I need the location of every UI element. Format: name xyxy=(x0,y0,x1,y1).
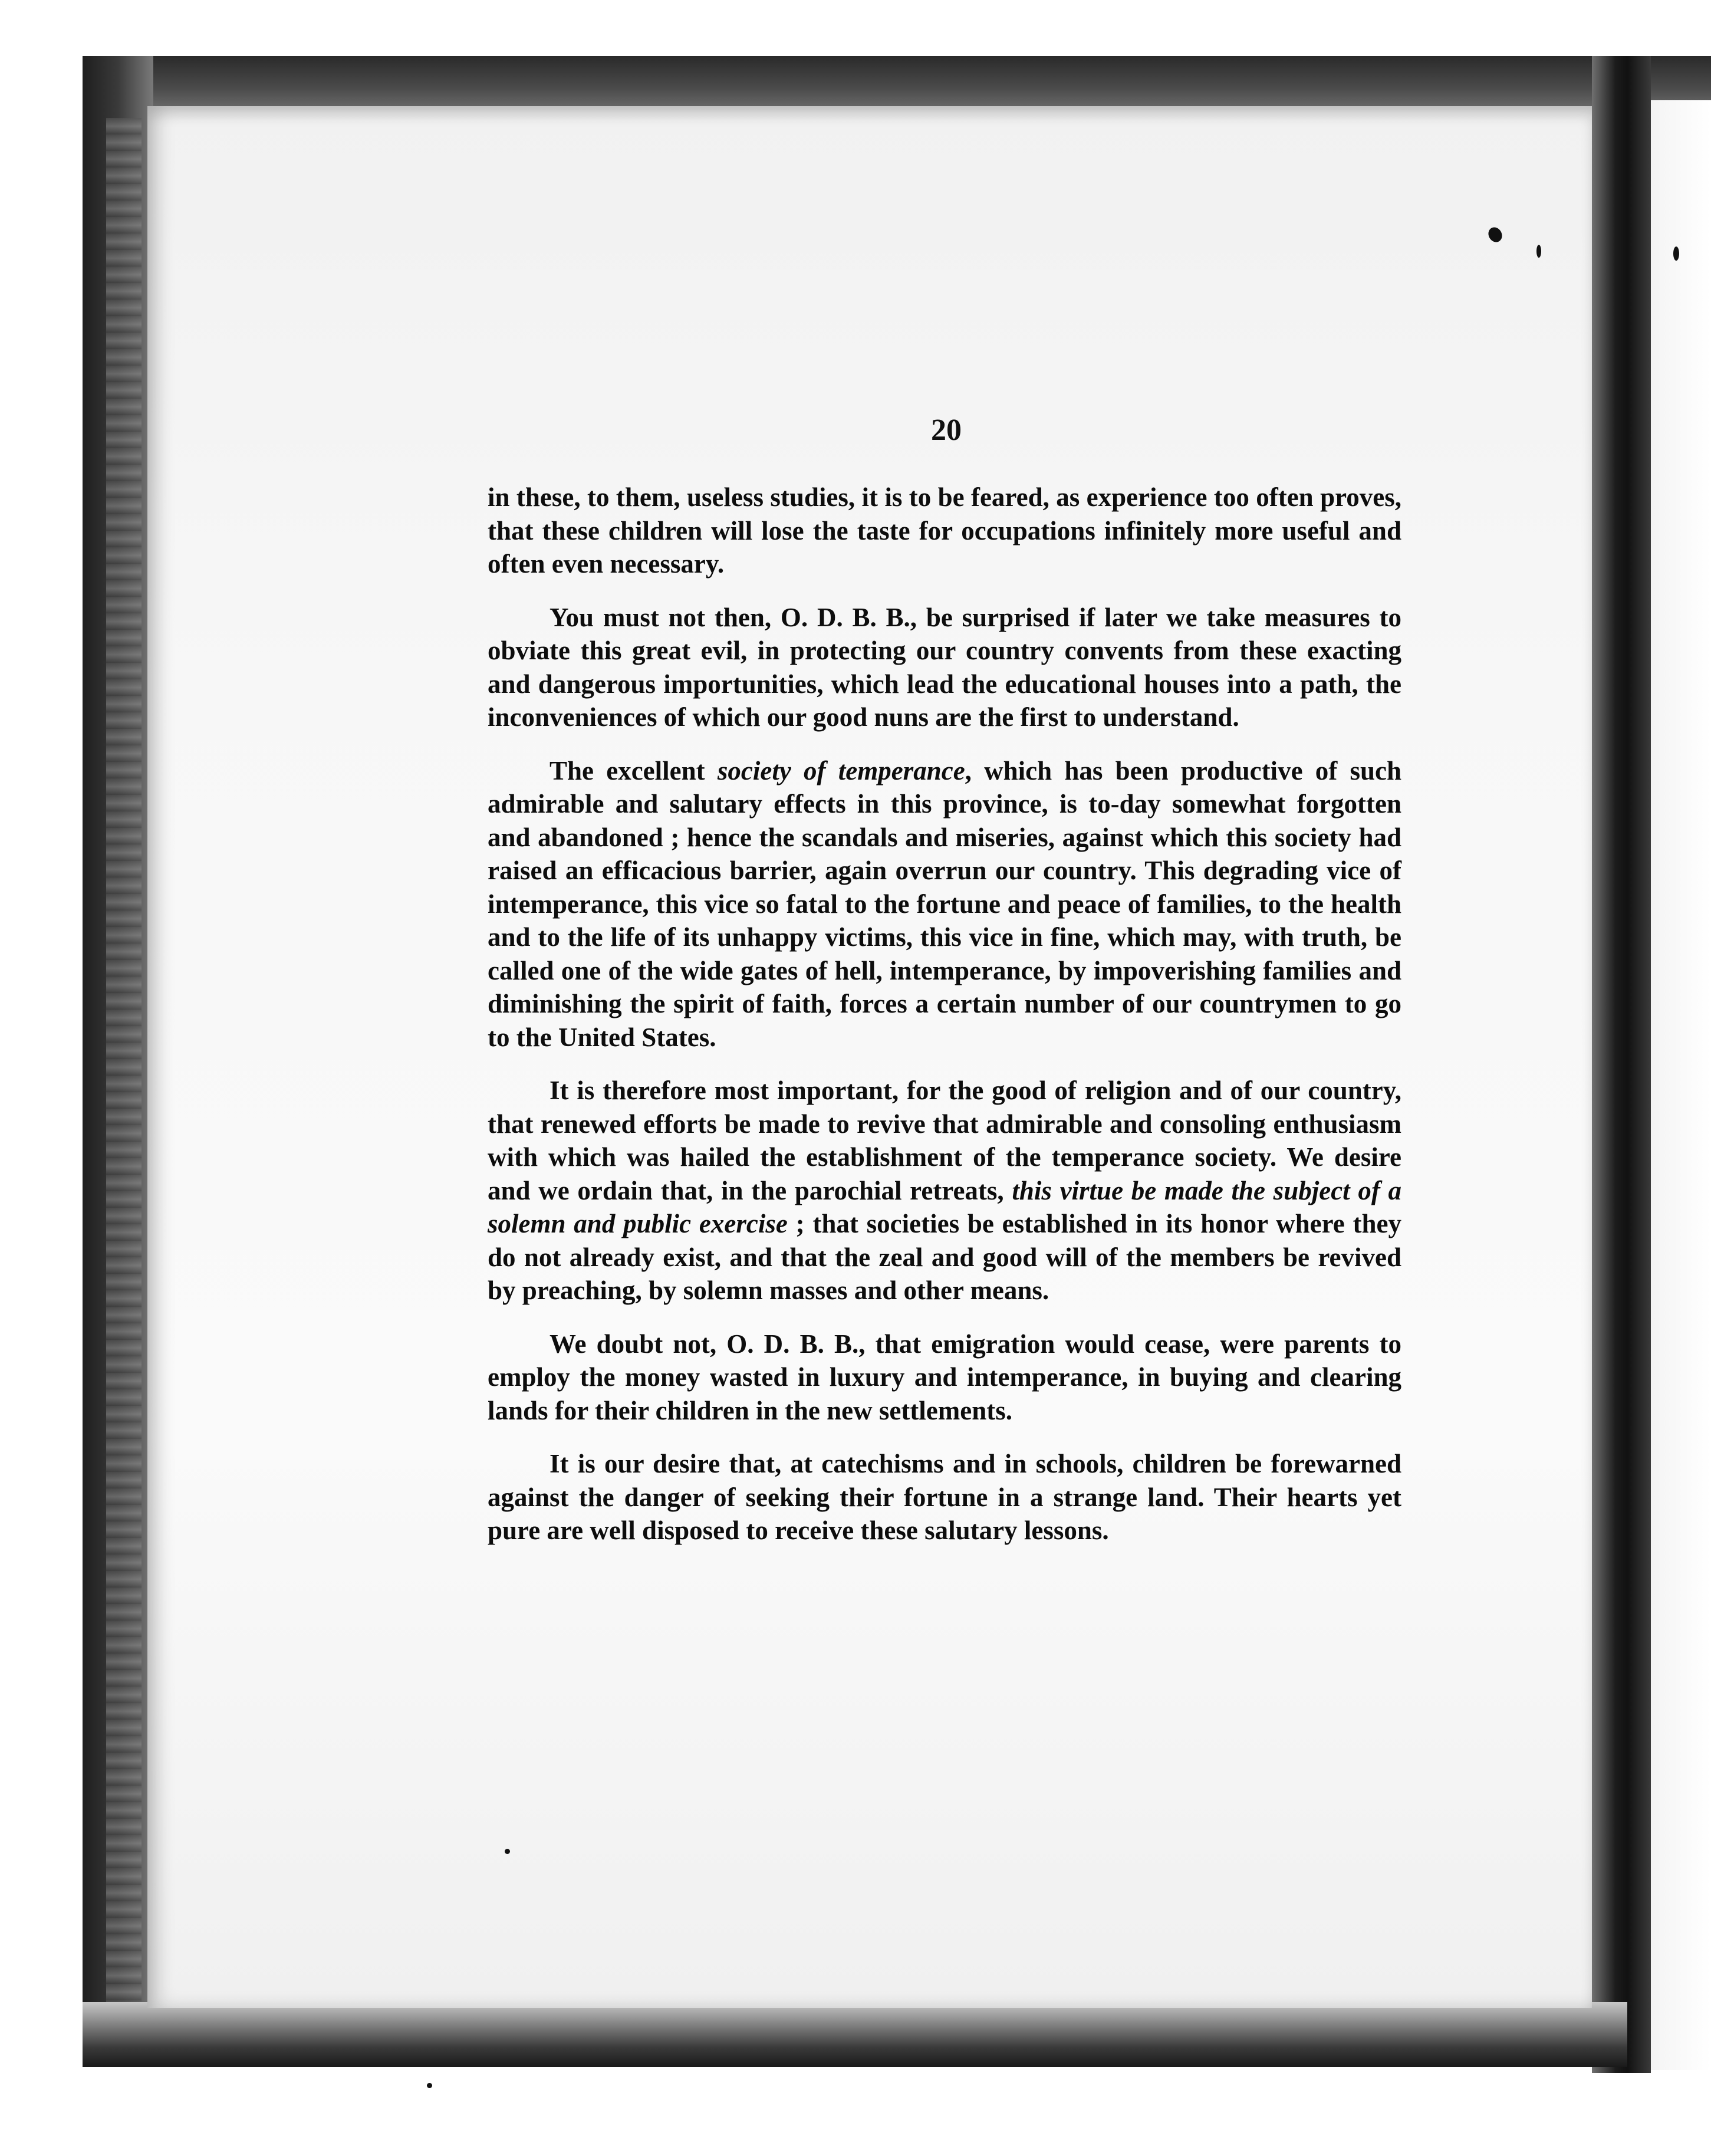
paragraph-text: It is therefore most important, for the good of religion and of our country, that renewed efforts be made to revive that admirable and consoling enthusiasm with which was hailed the establishment of the temperance society. We desire and we ordain that, in the parochial retreats, xyxy=(488,1076,1401,1205)
scan-bottom-border xyxy=(83,2002,1627,2067)
scan-speck xyxy=(1536,245,1541,258)
emphasized-text: society of temperance xyxy=(717,755,965,786)
scan-speck xyxy=(505,1849,510,1854)
emphasized-text: this virtue be made the subject of a solemn and public exercise xyxy=(488,1175,1401,1238)
paragraph: We doubt not, O. D. B. B., that emigration would cease, were parents to employ the money wasted in luxury and intemperance, in buying and clearing lands for their children in the new settlements. xyxy=(488,1329,1401,1425)
paragraph: You must not then, O. D. B. B., be surprised if later we take measures to obviate this great evil, in protecting our country convents from these exacting and dangerous importunities, which lead the educational houses into a path, the inconveniences of which our good nuns are the first to understand. xyxy=(488,602,1401,732)
facing-page-edge xyxy=(1651,100,1711,2070)
paragraph: It is our desire that, at catechisms and in schools, children be forewarned against the danger of seeking their fortune in a strange land. Their hearts yet pure are well disposed to receive these salutary lessons. xyxy=(488,1449,1401,1545)
page-number: 20 xyxy=(931,413,962,447)
paragraph: in these, to them, useless studies, it is to be feared, as experience too often proves, that these children will lose the taste for occupations infinitely more useful and often even necessary. xyxy=(488,482,1401,579)
paragraph-text: ; that societies be established in its honor where they do not already exist, and that the zeal and good will of the members be revived by preaching, by solemn masses and other means. xyxy=(488,1209,1401,1305)
scan-gutter xyxy=(1592,56,1651,2073)
paragraph xyxy=(488,754,1401,1054)
body-text xyxy=(488,481,1401,1547)
scan-top-border xyxy=(83,56,1711,109)
scan-speck xyxy=(427,2083,432,2088)
page-edge-shadow xyxy=(106,118,142,2005)
paragraph-text: The excellent xyxy=(550,755,718,786)
paragraph xyxy=(488,1074,1401,1307)
scan-speck xyxy=(1673,247,1679,261)
paragraph-text: , which has been productive of such admirable and salutary effects in this province, is to-day somewhat forgotten and abandoned ; hence the scandals and miseries, against which this society had raised an efficacious barrier, again overrun our country. This degrading vice of intemperance, this vice so fatal to the fortune and peace of families, to the health and to the life of its unhappy victims, this vice in fine, which may, with truth, be called one of the wide gates of hell, intemperance, by impoverishing families and diminishing the spirit of faith, forces a certain number of our countrymen to go to the United States. xyxy=(488,755,1401,1052)
